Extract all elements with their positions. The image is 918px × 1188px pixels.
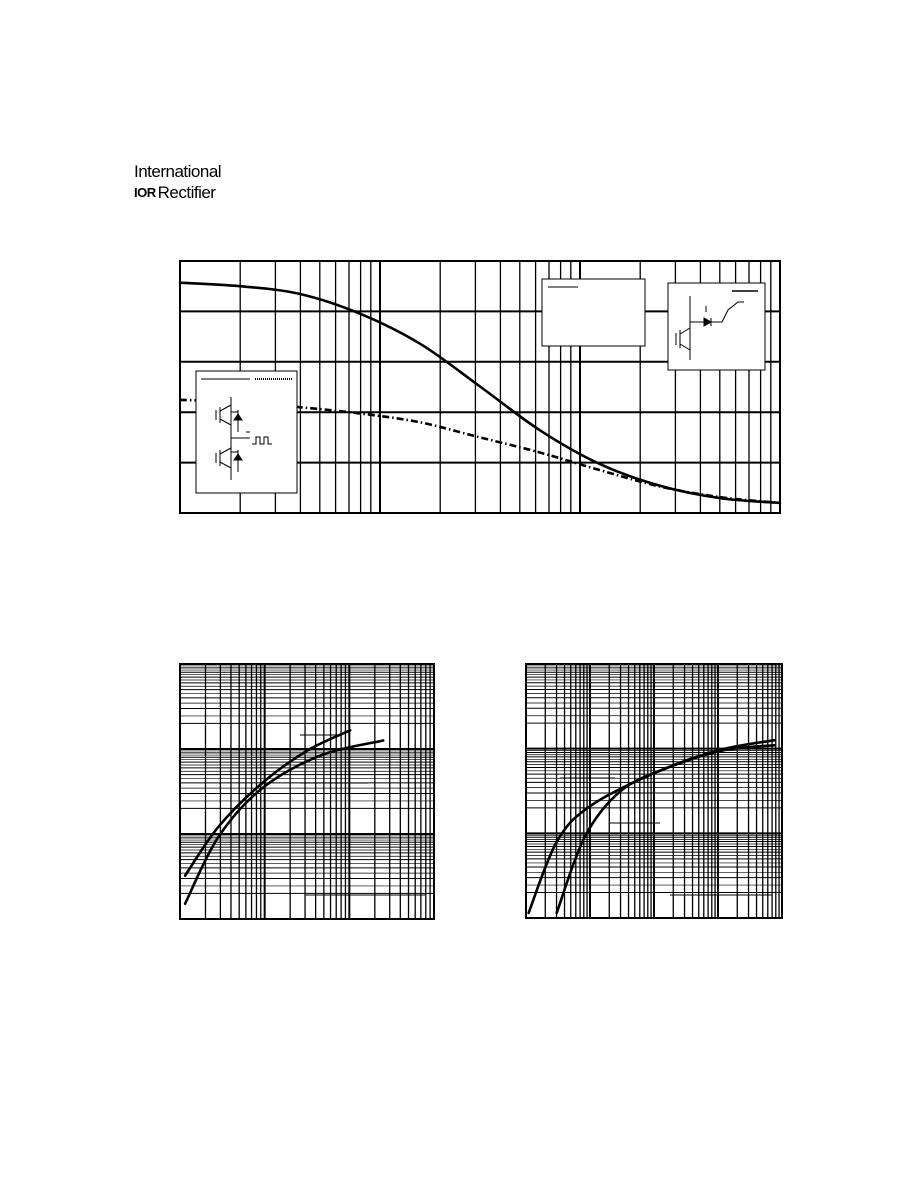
chart-bottom-right bbox=[526, 664, 782, 918]
chart-bottom-right-grid bbox=[526, 664, 782, 918]
brand-name-line2: Rectifier bbox=[157, 183, 216, 202]
chart-bottom-left-series bbox=[185, 730, 383, 903]
brand-name-line1: International bbox=[134, 162, 222, 181]
inset-diode-box bbox=[668, 283, 765, 370]
chart-bottom-left bbox=[180, 664, 434, 919]
chart-bottom-left-frame bbox=[180, 664, 434, 919]
brand-mark: IOR bbox=[134, 185, 156, 200]
chart-bottom-left-label-marks bbox=[300, 735, 425, 895]
inset-legend-box bbox=[542, 279, 645, 346]
chart-top bbox=[180, 261, 780, 513]
chart-bottom-left-grid bbox=[180, 664, 434, 919]
inset-test-circuit-halfbridge bbox=[196, 371, 297, 493]
inset-legend-frame bbox=[542, 279, 645, 346]
inset-test-circuit-diode bbox=[668, 283, 765, 370]
